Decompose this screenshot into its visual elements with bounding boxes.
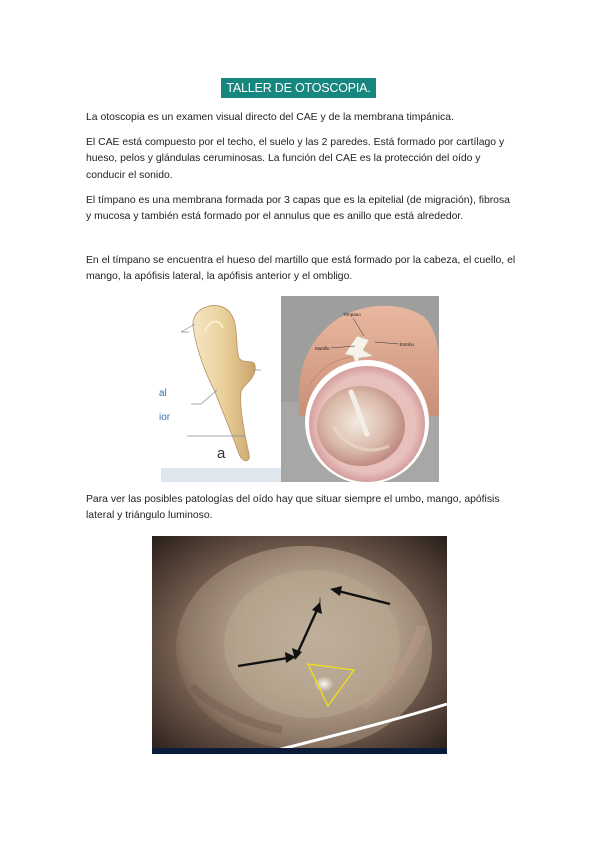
figure-otoscopic-landmarks xyxy=(152,536,447,754)
side-text-2: ior xyxy=(159,412,171,423)
paragraph-cae: El CAE está compuesto por el techo, el suelo y las 2 paredes. Está formado por cartílago y hueso, pelos y glándulas ceruminosas. La función del CAE es la protección del oído y conducir el sonido. xyxy=(86,137,505,181)
document-title: TALLER DE OTOSCOPIA. xyxy=(221,78,376,98)
label-tympanum: Tímpano xyxy=(343,312,361,317)
paragraph-martillo: En el tímpano se encuentra el hueso del martillo que está formado por la cabeza, el cuello, el mango, la apófisis lateral, la apófisis anterior y el ombligo. xyxy=(86,255,516,283)
label-malleus: Martillo xyxy=(315,346,330,351)
paragraph-intro: La otoscopia es un examen visual directo del CAE y de la membrana timpánica. xyxy=(86,112,454,123)
label-stapes: Estribo xyxy=(400,342,415,347)
figure-malleus-and-eardrum xyxy=(161,296,439,482)
paragraph-patologias: Para ver las posibles patologías del oído hay que situar siempre el umbo, mango, apófisis lateral y triángulo luminoso. xyxy=(86,494,500,522)
otoscopic-view-photo xyxy=(305,360,429,484)
panel-letter: a xyxy=(217,445,226,462)
paragraph-timpano: El tímpano es una membrana formada por 3 capas que es la epitelial (de migración), fibrosa y mucosa y también está formado por el annulus que es anillo que está alrededor. xyxy=(86,195,510,223)
label-i: i xyxy=(319,596,321,606)
side-text-1: al xyxy=(159,388,167,399)
